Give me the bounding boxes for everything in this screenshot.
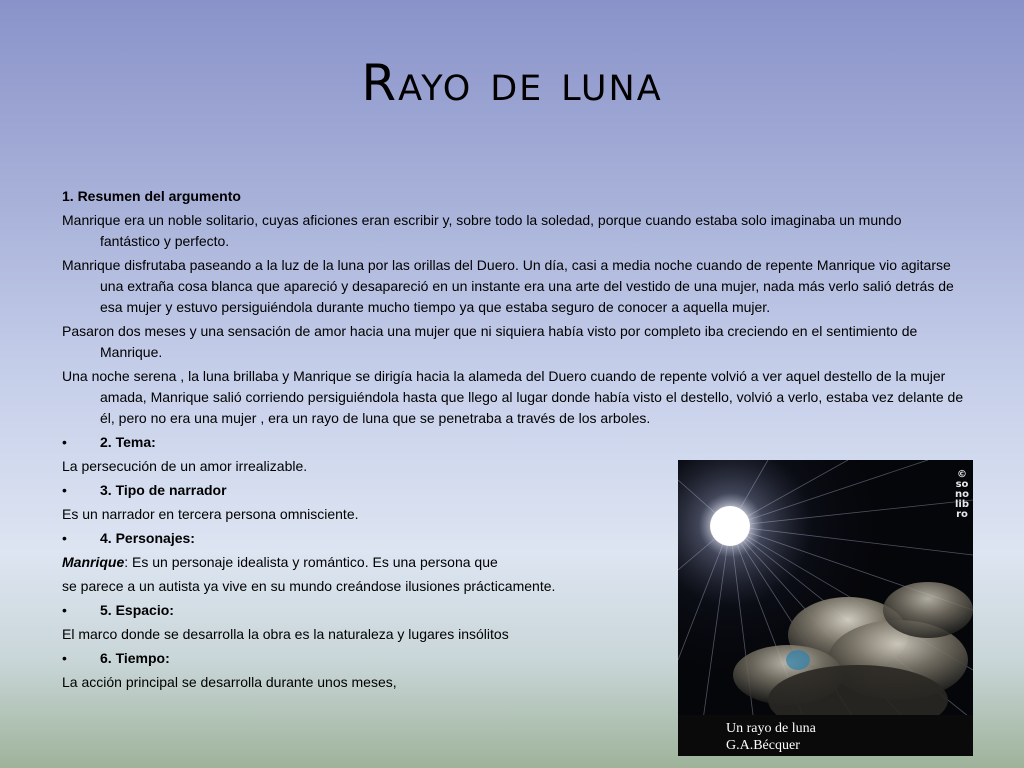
resumen-paragraph-2: Manrique disfrutaba paseando a la luz de la luna por las orillas del Duero. Un día, casi a media noche cuando de repente Manrique vio agitarse una extraña cosa blanca que apareció y desapareció en un instante era una arte del vestido de una mujer, nada más verlo salió detrás de esa mujer y estuvo persiguiéndola durante mucho tiempo ya que estaba seguro de conocer a aquella mujer.	[62, 257, 954, 315]
moon	[710, 506, 750, 546]
bullet-dot: •	[62, 650, 67, 666]
section-heading-resumen: 1. Resumen del argumento	[62, 188, 241, 204]
espacio-text: El marco donde se desarrolla la obra es la naturaleza y lugares insólitos	[62, 626, 509, 642]
moon-photo	[678, 460, 973, 756]
personajes-line-2: se parece a un autista ya vive en su mundo creándose ilusiones prácticamente.	[62, 578, 556, 594]
section-heading-tiempo: 6. Tiempo:	[100, 650, 170, 666]
section-heading-personajes: 4. Personajes:	[100, 530, 195, 546]
photo-caption-title: Un rayo de luna	[726, 721, 816, 736]
narrador-text: Es un narrador en tercera persona omnisciente.	[62, 506, 359, 522]
bullet-dot: •	[62, 434, 67, 450]
slide-title: Rayo de luna	[361, 54, 663, 112]
resumen-paragraph-1: Manrique era un noble solitario, cuyas aficiones eran escribir y, sobre todo la soledad, porque cuando estaba solo imaginaba un mundo fantástico y perfecto.	[62, 212, 902, 249]
photo-caption	[726, 720, 816, 754]
resumen-paragraph-3: Pasaron dos meses y una sensación de amor hacia una mujer que ni siquiera había visto por completo iba creciendo en el sentimiento de Manrique.	[62, 323, 918, 360]
tema-text: La persecución de un amor irrealizable.	[62, 458, 308, 474]
section-heading-narrador: 3. Tipo de narrador	[100, 482, 227, 498]
photo-caption-author: G.A.Bécquer	[726, 738, 800, 753]
character-description: : Es un personaje idealista y romántico. Es una persona que	[124, 554, 498, 570]
section-heading-tema: 2. Tema:	[100, 434, 156, 450]
tiempo-text: La acción principal se desarrolla durante unos meses,	[62, 674, 397, 690]
bullet-tema	[62, 432, 964, 453]
bullet-dot: •	[62, 602, 67, 618]
moon-night-illustration	[678, 460, 973, 756]
bullet-dot: •	[62, 482, 67, 498]
resumen-paragraph-4: Una noche serena , la luna brillaba y Manrique se dirigía hacia la alameda del Duero cuando de repente volvió a ver aquel destello de la mujer amada, Manrique salió corriendo persiguiéndola hasta que llego al lugar donde había visto el destello, volvió a verlo, estaba vez delante de él, pero no era una mujer , era un rayo de luna que se penetraba a través de los arboles.	[62, 368, 964, 426]
bullet-dot: •	[62, 530, 67, 546]
photo-watermark: ©sonolibro	[955, 469, 970, 520]
section-heading-espacio: 5. Espacio:	[100, 602, 174, 618]
character-name: Manrique	[62, 554, 125, 570]
